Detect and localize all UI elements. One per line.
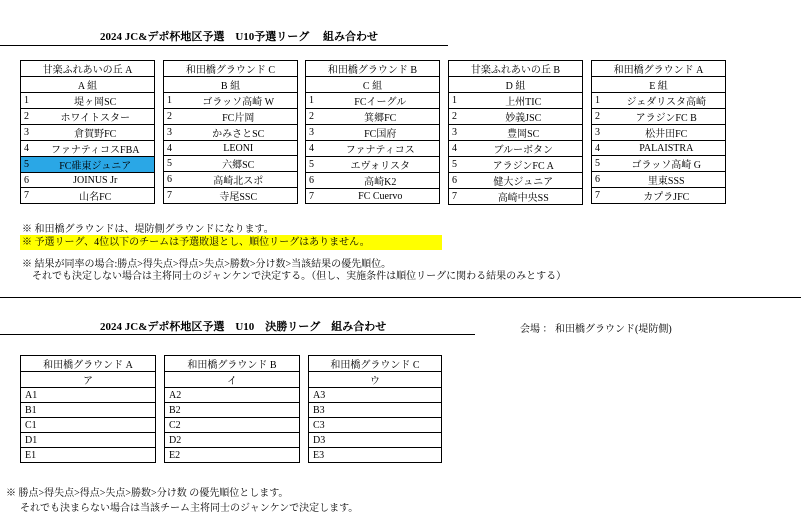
group-label: C 組 bbox=[306, 77, 440, 93]
group-table-b bbox=[163, 60, 298, 204]
table-row: 6 高崎北スポ bbox=[164, 172, 298, 188]
team-name: 山名FC bbox=[37, 188, 155, 204]
group-venue: 和田橋グラウンド A bbox=[592, 61, 726, 77]
table-row: 5 ゴラッソ高崎 G bbox=[592, 156, 726, 172]
group-table-d bbox=[448, 60, 583, 205]
final-note-janken: それでも決まらない場合は当該チーム主将同士のジャンケンで決定します。 bbox=[20, 503, 359, 514]
final-title-underline bbox=[0, 334, 475, 335]
group-table-a bbox=[20, 60, 155, 204]
team-name: 松井田FC bbox=[608, 125, 726, 141]
final-slot: E2 bbox=[165, 448, 300, 463]
group-venue: 甘楽ふれあいの丘 A bbox=[21, 61, 155, 77]
table-row-highlighted: 5 FC碓東ジュニア bbox=[21, 157, 155, 173]
final-slot: B3 bbox=[309, 403, 442, 418]
final-label: ウ bbox=[309, 372, 442, 388]
table-row: 4 LEONI bbox=[164, 141, 298, 156]
final-slot: D1 bbox=[21, 433, 156, 448]
team-name: ホワイトスター bbox=[37, 109, 155, 125]
group-label: E 組 bbox=[592, 77, 726, 93]
table-row: 3 松井田FC bbox=[592, 125, 726, 141]
table-row: 3 FC国府 bbox=[306, 125, 440, 141]
group-venue: 和田橋グラウンド C bbox=[164, 61, 298, 77]
team-name: ゴラッソ高崎 G bbox=[608, 156, 726, 172]
group-table-c bbox=[305, 60, 440, 204]
final-slot: C2 bbox=[165, 418, 300, 433]
team-name: アラジンFC B bbox=[608, 109, 726, 125]
final-slot: A1 bbox=[21, 388, 156, 403]
team-name: 箕郷FC bbox=[322, 109, 440, 125]
team-name: FC碓東ジュニア bbox=[37, 157, 155, 173]
table-row: 1 FCイーグル bbox=[306, 93, 440, 109]
table-row: 1 ゴラッソ高崎 W bbox=[164, 93, 298, 109]
table-row: 2 ホワイトスター bbox=[21, 109, 155, 125]
team-name: 高崎K2 bbox=[322, 173, 440, 189]
note-elimination: ※ 予選リーグ、4位以下のチームは予選敗退とし、順位リーグはありません。 bbox=[20, 235, 442, 250]
team-name: ファナティコスFBA bbox=[37, 141, 155, 157]
note-venue: ※ 和田橋グラウンドは、堤防側グラウンドになります。 bbox=[22, 224, 274, 235]
table-row: 5 エヴォリスタ bbox=[306, 157, 440, 173]
prelim-title: 2024 JC&デポ杯地区予選 U10予選リーグ 組み合わせ bbox=[100, 31, 379, 43]
final-venue: 和田橋グラウンド A bbox=[21, 356, 156, 372]
group-venue: 甘楽ふれあいの丘 B bbox=[449, 61, 583, 77]
final-venue: 和田橋グラウンド C bbox=[309, 356, 442, 372]
team-name: ジェダリスタ高崎 bbox=[608, 93, 726, 109]
group-label: B 組 bbox=[164, 77, 298, 93]
table-row: 2 妙義JSC bbox=[449, 109, 583, 125]
final-venue: 和田橋グラウンド B bbox=[165, 356, 300, 372]
team-name: ブルーボタン bbox=[465, 141, 583, 157]
table-row: 3 かみさとSC bbox=[164, 125, 298, 141]
final-slot: C1 bbox=[21, 418, 156, 433]
team-name: カプラJFC bbox=[608, 188, 726, 204]
table-row: 5 六郷SC bbox=[164, 156, 298, 172]
final-title: 2024 JC&デポ杯地区予選 U10 決勝リーグ 組み合わせ bbox=[100, 321, 387, 333]
team-name: 高崎北スポ bbox=[180, 172, 298, 188]
table-row: 6 里東SSS bbox=[592, 172, 726, 188]
final-slot: A2 bbox=[165, 388, 300, 403]
team-name: アラジンFC A bbox=[465, 157, 583, 173]
table-row: 1 上州TIC bbox=[449, 93, 583, 109]
team-name: かみさとSC bbox=[180, 125, 298, 141]
final-label: イ bbox=[165, 372, 300, 388]
table-row: 7 山名FC bbox=[21, 188, 155, 204]
table-row: 1 堤ヶ岡SC bbox=[21, 93, 155, 109]
team-name: 健大ジュニア bbox=[465, 173, 583, 189]
table-row: 6 健大ジュニア bbox=[449, 173, 583, 189]
note-tiebreak-janken: それでも決定しない場合は主将同士のジャンケンで決定する。（但し、実施条件は順位リーグに関わる結果のみとする） bbox=[32, 271, 567, 282]
team-name: ゴラッソ高崎 W bbox=[180, 93, 298, 109]
team-name: エヴォリスタ bbox=[322, 157, 440, 173]
table-row: 7 寺尾SSC bbox=[164, 188, 298, 204]
team-name: FCイーグル bbox=[322, 93, 440, 109]
table-row: 4 ブルーボタン bbox=[449, 141, 583, 157]
table-row: 4 ファナティコスFBA bbox=[21, 141, 155, 157]
team-name: PALAISTRA bbox=[608, 141, 726, 156]
team-name: 豊岡SC bbox=[465, 125, 583, 141]
final-slot: A3 bbox=[309, 388, 442, 403]
final-table-b bbox=[164, 355, 300, 463]
team-name: FC国府 bbox=[322, 125, 440, 141]
final-slot: E1 bbox=[21, 448, 156, 463]
team-name: LEONI bbox=[180, 141, 298, 156]
final-slot: B2 bbox=[165, 403, 300, 418]
table-row: 7 カプラJFC bbox=[592, 188, 726, 204]
team-name: FC片岡 bbox=[180, 109, 298, 125]
table-row: 2 箕郷FC bbox=[306, 109, 440, 125]
prelim-title-underline bbox=[0, 45, 448, 46]
final-slot: D2 bbox=[165, 433, 300, 448]
team-name: 堤ヶ岡SC bbox=[37, 93, 155, 109]
team-name: 上州TIC bbox=[465, 93, 583, 109]
final-note-tiebreak: ※ 勝点>得失点>得点>失点>勝数>分け数 の優先順位とします。 bbox=[6, 488, 289, 499]
table-row: 6 JOINUS Jr bbox=[21, 173, 155, 188]
final-slot: C3 bbox=[309, 418, 442, 433]
final-slot: E3 bbox=[309, 448, 442, 463]
team-name: 倉賀野FC bbox=[37, 125, 155, 141]
group-label: A 組 bbox=[21, 77, 155, 93]
group-venue: 和田橋グラウンド B bbox=[306, 61, 440, 77]
team-name: 里東SSS bbox=[608, 172, 726, 188]
final-slot: D3 bbox=[309, 433, 442, 448]
team-name: 高崎中央SS bbox=[465, 189, 583, 205]
table-row: 6 高崎K2 bbox=[306, 173, 440, 189]
table-row: 2 FC片岡 bbox=[164, 109, 298, 125]
team-name: 妙義JSC bbox=[465, 109, 583, 125]
note-tiebreak: ※ 結果が同率の場合:勝点>得失点>得点>失点>勝数>分け数>当該結果の優先順位。 bbox=[22, 259, 392, 270]
team-name: ファナティコス bbox=[322, 141, 440, 157]
team-name: JOINUS Jr bbox=[37, 173, 155, 188]
table-row: 7 高崎中央SS bbox=[449, 189, 583, 205]
final-table-c bbox=[308, 355, 442, 463]
section-divider bbox=[0, 297, 801, 298]
table-row: 4 PALAISTRA bbox=[592, 141, 726, 156]
final-venue-note: 会場 ： 和田橋グラウンド(堤防側) bbox=[520, 324, 672, 335]
table-row: 7 FC Cuervo bbox=[306, 189, 440, 204]
group-table-e bbox=[591, 60, 726, 204]
final-label: ア bbox=[21, 372, 156, 388]
team-name: FC Cuervo bbox=[322, 189, 440, 204]
table-row: 4 ファナティコス bbox=[306, 141, 440, 157]
team-name: 六郷SC bbox=[180, 156, 298, 172]
table-row: 5 アラジンFC A bbox=[449, 157, 583, 173]
team-name: 寺尾SSC bbox=[180, 188, 298, 204]
table-row: 2 アラジンFC B bbox=[592, 109, 726, 125]
table-row: 3 倉賀野FC bbox=[21, 125, 155, 141]
table-row: 1 ジェダリスタ高崎 bbox=[592, 93, 726, 109]
group-label: D 組 bbox=[449, 77, 583, 93]
table-row: 3 豊岡SC bbox=[449, 125, 583, 141]
final-slot: B1 bbox=[21, 403, 156, 418]
final-table-a bbox=[20, 355, 156, 463]
